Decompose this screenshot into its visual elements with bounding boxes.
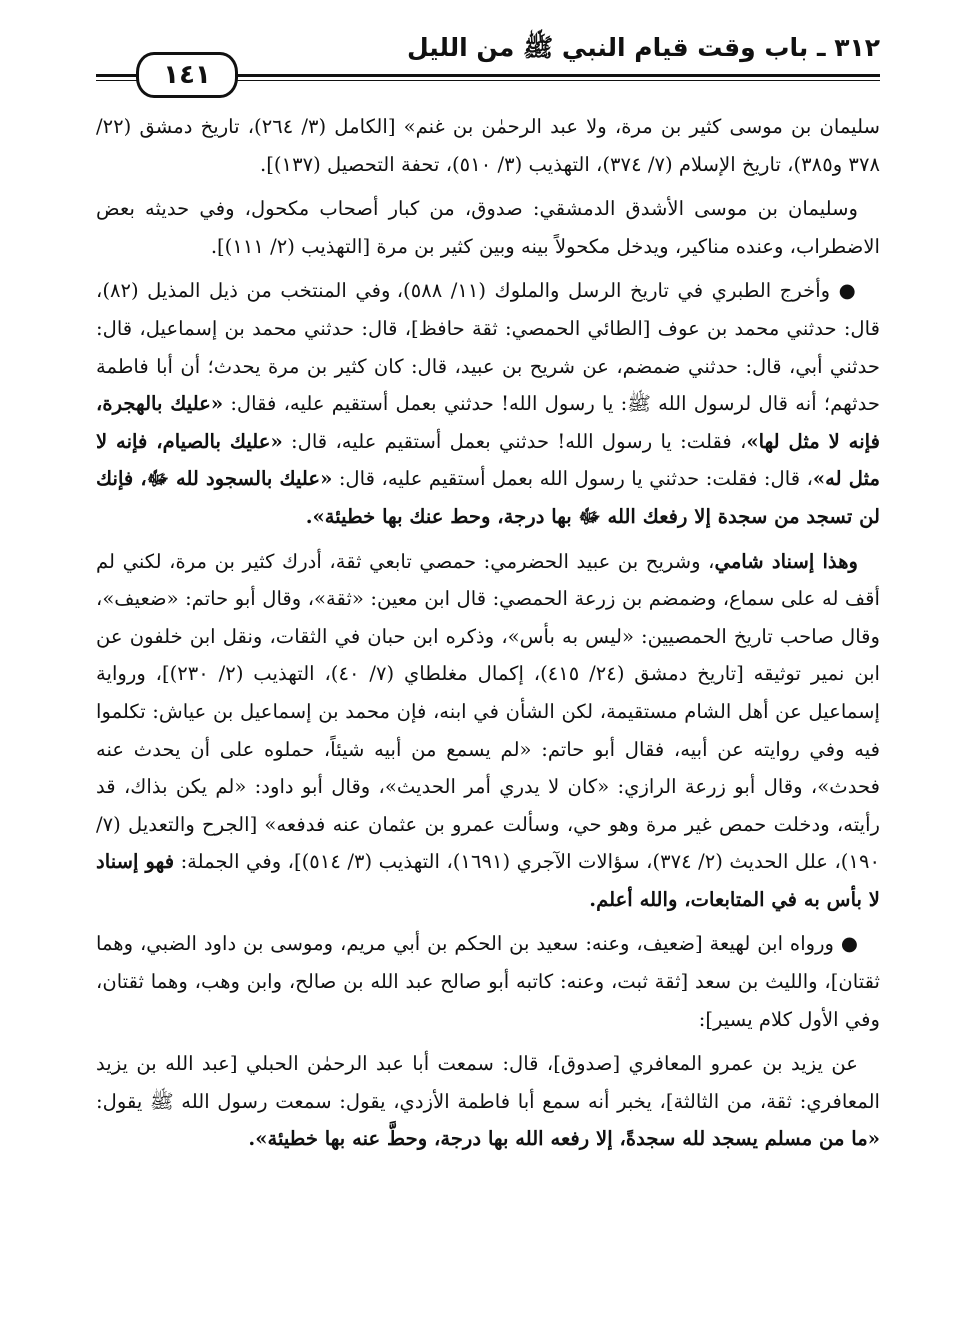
page-body xyxy=(96,108,880,1328)
page-number: ١٤١ xyxy=(136,52,238,98)
bold-text-segment: وهذا إسناد شامي xyxy=(714,549,858,573)
paragraph xyxy=(96,108,880,183)
bullet-paragraph xyxy=(96,272,880,535)
paragraph xyxy=(96,543,880,919)
page-header xyxy=(96,32,880,88)
text-segment: وسليمان بن موسى الأشدق الدمشقي: صدوق، من كبار أصحاب مكحول، وفي حديثه بعض الاضطراب، وعنده مناكير، ويدخل مكحولاً بينه وبين كثير بن مرة [التهذيب (٢/ ١١١)]. xyxy=(96,197,880,258)
bold-text-segment: «عليك بالهجرة، فإنه لا مثل لها» xyxy=(96,392,880,453)
text-segment: ● وأخرج الطبري في تاريخ الرسل والملوك (١١/ ٥٨٨)، وفي المنتخب من ذيل المذيل (٨٢)، قال: حدثني محمد بن عوف [الطائي الحمصي: ثقة حافظ]، قال: حدثني محمد بن إسماعيل، قال: حدثني أبي، قال: حدثني ضمضم، عن شريح بن عبيد، قال: كان كثير بن مرة يحدث؛ أن أبا فاطمة حدثهم؛ أنه قال لرسول الله ﷺ: يا رسول الله! حدثني بعمل أستقيم عليه، فقال: xyxy=(96,279,880,416)
chapter-title: ٣١٢ ـ باب وقت قيام النبي ﷺ من الليل xyxy=(406,33,880,62)
text-segment: ، قال: فقلت: حدثني يا رسول الله بعمل أستقيم عليه، قال: xyxy=(332,467,813,491)
bold-text-segment: فهو إسناد لا بأس به في المتابعات، والله أعلم. xyxy=(96,850,880,911)
bold-text-segment: «عليك بالصيام، فإنه لا مثل له» xyxy=(96,429,880,491)
text-segment: سليمان بن موسى كثير بن مرة، ولا عبد الرحمٰن بن غنم» [الكامل (٣/ ٢٦٤)، تاريخ دمشق (٢٢/ ٣٧٨ و٣٨٥)، تاريخ الإسلام (٧/ ٣٧٤)، التهذيب (٣/ ٥١٠)، تحفة التحصيل (١٣٧)]. xyxy=(96,115,880,176)
text-segment: ، فقلت: يا رسول الله! حدثني بعمل أستقيم عليه، قال: xyxy=(282,429,747,453)
bold-text-segment: «ما من مسلم يسجد لله سجدةً، إلا رفعه الله بها درجة، وحطَّ عنه بها خطيئة». xyxy=(248,1127,880,1151)
text-segment: ● ورواه ابن لهيعة [ضعيف، وعنه: سعيد بن الحكم بن أبي مريم، وموسى بن داود الضبي، وهما ثقتان]، والليث بن سعد [ثقة ثبت، وعنه: كاتبه أبو صالح عبد الله بن صالح، وابن وهب، وهما ثقتان، وفي الأول كلام يسير]: xyxy=(96,932,880,1031)
text-segment: عن يزيد بن عمرو المعافري [صدوق]، قال: سمعت أبا عبد الرحمٰن الحبلي [عبد الله بن يزيد المعافري: ثقة، من الثالثة]، يخبر أنه سمع أبا فاطمة الأزدي، يقول: سمعت رسول الله ﷺ يقول: xyxy=(96,1052,880,1113)
bullet-paragraph xyxy=(96,925,880,1038)
bold-text-segment: «عليك بالسجود لله ﷻ، فإنك لن تسجد من سجدة إلا رفعك الله ﷻ بها درجة، وحط عنك بها خطيئة». xyxy=(96,467,880,528)
paragraph xyxy=(96,190,880,265)
text-segment: ، وشريح بن عبيد الحضرمي: حمصي تابعي ثقة، أدرك كثير بن مرة، لكني لم أقف له على سماع، وضمضم بن زرعة الحمصي: قال ابن معين: «ثقة»، وقال أبو حاتم: «ضعيف»، وقال صاحب تاريخ الحمصيين: «ليس به بأس»، وذكره ابن حبان في الثقات، ونقل ابن خلفون عن ابن نمير توثيقه [تاريخ دمشق (٢٤/ ٤١٥)، إكمال مغلطاي (٧/ ٤٠)، التهذيب (٢/ ٢٣٠)]، ورواية إسماعيل عن أهل الشام مستقيمة، لكن الشأن في ابنه، فإن محمد بن إسماعيل بن عياش: تكلموا فيه وفي روايته عن أبيه، فقال أبو حاتم: «لم يسمع من أبيه شيئاً، حملوه على أن يحدث عنه فحدث»، وقال أبو زرعة الرازي: «كان لا يدري أمر الحديث»، وقال أبو داود: «لم يكن بذاك، قد رأيته، ودخلت حمص غير مرة وهو حي، وسألت عمرو بن عثمان عنه فدفعه» [الجرح والتعديل (٧/ ١٩٠)، علل الحديث (٢/ ٣٧٤)، سؤالات الآجري (١٦٩١)، التهذيب (٣/ ٥١٤)]، وفي الجملة: xyxy=(96,549,881,874)
paragraph xyxy=(96,1045,880,1158)
